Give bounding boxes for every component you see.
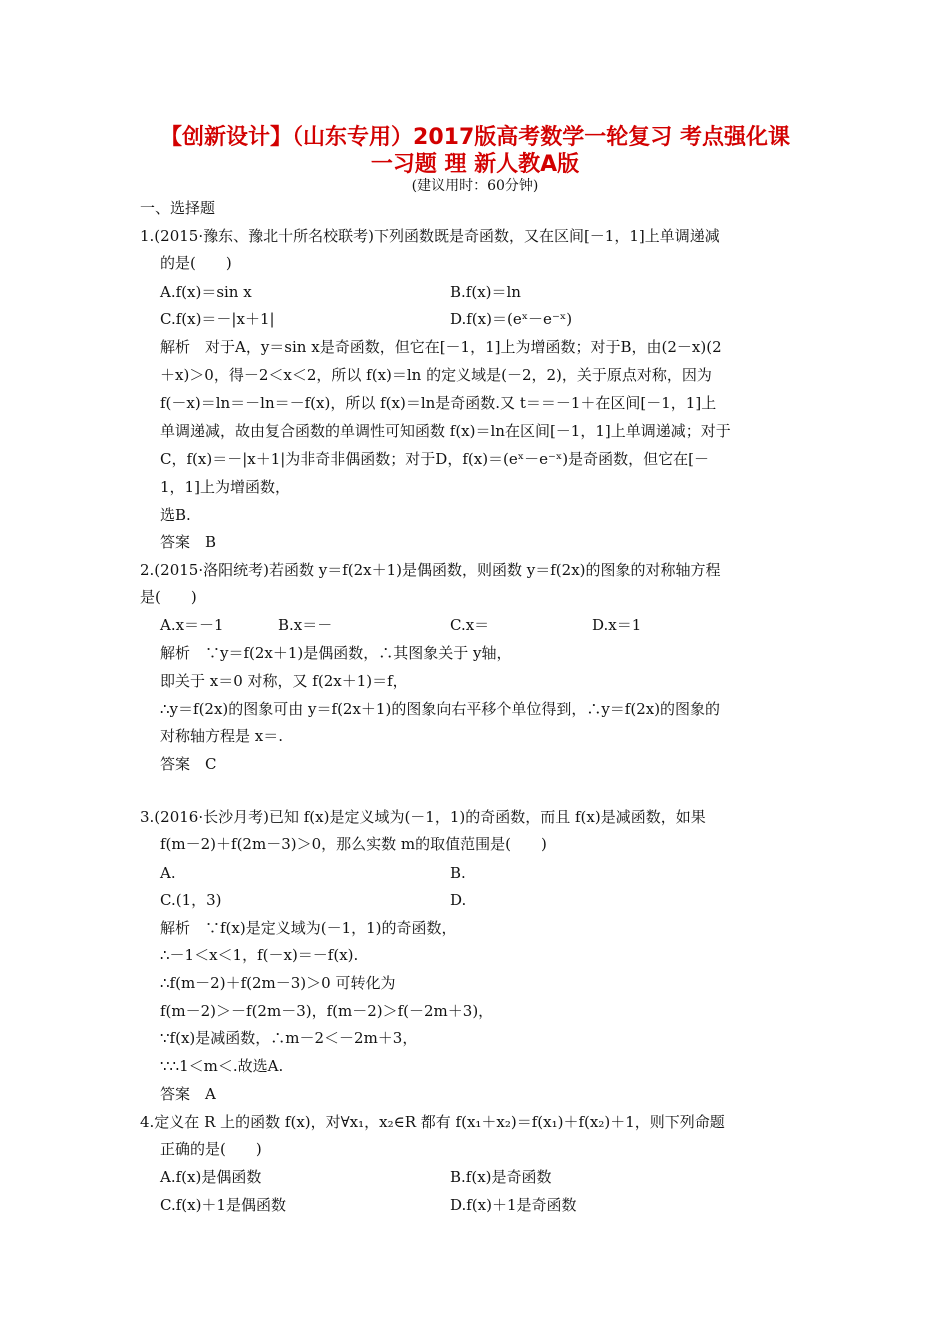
suggested-time: (建议用时：60分钟) <box>411 178 539 194</box>
q1-stem: 1.(2015·豫东、豫北十所名校联考)下列函数既是奇函数，又在区间[－1，1]上单调递减 <box>140 227 720 245</box>
q3-option-a: A. <box>160 864 176 882</box>
q1-option-c: C.f(x)＝－|x＋1| <box>160 310 275 328</box>
document-title-line2: 一习题 理 新人教A版 <box>370 152 580 177</box>
q3-stem-cont: f(m－2)＋f(2m－3)＞0，那么实数 m的取值范围是( ) <box>160 835 547 853</box>
q3-option-b: B. <box>450 864 466 882</box>
q2-option-a: A.x＝－1 <box>160 616 224 634</box>
q1-stem-cont: 的是( ) <box>160 254 232 272</box>
q2-option-c: C.x＝ <box>450 616 490 634</box>
q2-stem: 2.(2015·洛阳统考)若函数 y＝f(2x＋1)是偶函数，则函数 y＝f(2x)的图象的对称轴方程 <box>140 561 721 579</box>
q1-solution-line: 选B. <box>160 506 191 524</box>
q3-option-d: D. <box>450 891 467 909</box>
q3-stem: 3.(2016·长沙月考)已知 f(x)是定义域为(－1，1)的奇函数，而且 f(x)是减函数，如果 <box>140 808 706 826</box>
q2-solution-line: 即关于 x＝0 对称，又 f(2x＋1)＝f， <box>160 672 408 690</box>
q2-solution-line: 对称轴方程是 x＝. <box>160 727 283 745</box>
q3-solution-line: ∵f(x)是减函数，∴m－2＜－2m＋3， <box>160 1029 418 1047</box>
document-title-line1: 【创新设计】（山东专用）2017版高考数学一轮复习 考点强化课 <box>160 125 790 150</box>
q2-stem-cont: 是( ) <box>140 588 197 606</box>
q2-answer: 答案 C <box>160 755 217 773</box>
q4-stem: 4.定义在 R 上的函数 f(x)，对∀x₁，x₂∈R 都有 f(x₁＋x₂)＝f(x₁)＋f(x₂)＋1，则下列命题 <box>140 1113 725 1131</box>
q4-option-b: B.f(x)是奇函数 <box>450 1168 552 1186</box>
q1-option-b: B.f(x)＝ln <box>450 283 521 301</box>
q3-solution-line: ∵∴1＜m＜.故选A. <box>160 1057 284 1075</box>
q2-solution-line: 解析 ∵y＝f(2x＋1)是偶函数，∴其图象关于 y轴， <box>160 644 512 662</box>
q3-option-c: C.(1，3) <box>160 891 222 909</box>
q4-stem-cont: 正确的是( ) <box>160 1140 262 1158</box>
q4-option-a: A.f(x)是偶函数 <box>160 1168 262 1186</box>
q4-option-d: D.f(x)＋1是奇函数 <box>450 1196 577 1214</box>
q3-solution-line: ∴f(m－2)＋f(2m－3)＞0 可转化为 <box>160 974 396 992</box>
q4-option-c: C.f(x)＋1是偶函数 <box>160 1196 286 1214</box>
q1-solution-line: 单调递减，故由复合函数的单调性可知函数 f(x)＝ln在区间[－1，1]上单调递减；对于 <box>160 422 731 440</box>
q1-answer: 答案 B <box>160 533 217 551</box>
q3-solution-line: ∴－1＜x＜1，f(－x)＝－f(x). <box>160 946 359 964</box>
q1-solution-line: 解析 对于A，y＝sin x是奇函数，但它在[－1，1]上为增函数；对于B，由(2－x)(2 <box>160 338 722 356</box>
section-heading: 一、选择题 <box>140 199 216 217</box>
q2-option-d: D.x＝1 <box>592 616 642 634</box>
q2-solution-line: ∴y＝f(2x)的图象可由 y＝f(2x＋1)的图象向右平移个单位得到，∴y＝f(2x)的图象的 <box>160 700 721 718</box>
q1-solution-line: f(－x)＝ln＝－ln＝－f(x)，所以 f(x)＝ln是奇函数.又 t＝＝－1＋在区间[－1，1]上 <box>160 394 717 412</box>
q3-solution-line: f(m－2)＞－f(2m－3)，f(m－2)＞f(－2m＋3)， <box>160 1002 494 1020</box>
q3-answer: 答案 A <box>160 1085 216 1103</box>
q1-option-a: A.f(x)＝sin x <box>160 283 252 301</box>
q1-solution-line: ＋x)＞0，得－2＜x＜2，所以 f(x)＝ln 的定义域是(－2，2)，关于原点对称，因为 <box>160 366 712 384</box>
q1-solution-line: C，f(x)＝－|x＋1|为非奇非偶函数；对于D，f(x)＝(eˣ－e⁻ˣ)是奇函数，但它在[－ <box>160 450 709 468</box>
q1-option-d: D.f(x)＝(eˣ－e⁻ˣ) <box>450 310 573 328</box>
q1-solution-line: 1，1]上为增函数， <box>160 478 290 496</box>
q2-option-b: B.x＝－ <box>278 616 333 634</box>
q3-solution-line: 解析 ∵f(x)是定义域为(－1，1)的奇函数， <box>160 919 457 937</box>
